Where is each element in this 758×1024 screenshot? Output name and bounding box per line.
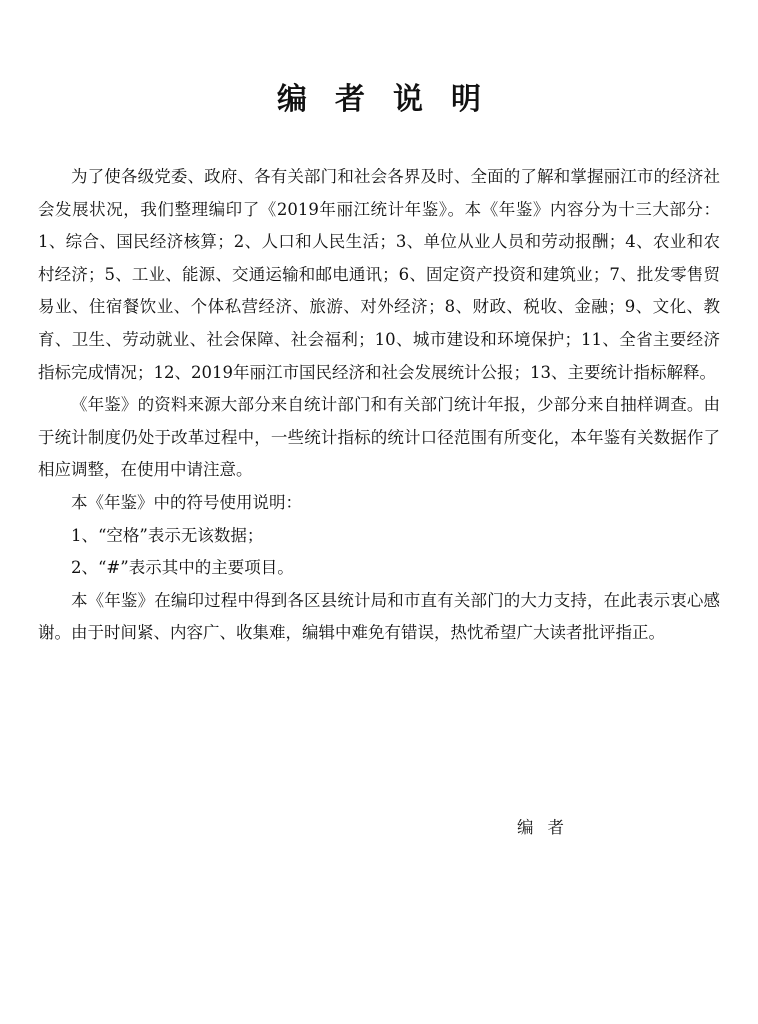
- page-title: 编者说明: [277, 82, 509, 117]
- document-body: [38, 161, 720, 650]
- paragraph-symbols-heading: 本《年鉴》中的符号使用说明：: [71, 492, 302, 512]
- paragraph-symbol-hash: 2、“#”表示其中的主要项目。: [71, 558, 294, 578]
- paragraph-symbol-blank: 1、“空格”表示无该数据；: [71, 525, 264, 545]
- paragraph-data-source: 《年鉴》的资料来源大部分来自统计部门和有关部门统计年报，少部分来自抽样调查。由于统计制度仍处于改革过程中，一些统计指标的统计口径范围有所变化，本年鉴有关数据作了相应调整，在使用中请注意。: [38, 395, 720, 480]
- paragraph-acknowledgement: 本《年鉴》在编印过程中得到各区县统计局和市直有关部门的大力支持，在此表示衷心感谢。由于时间紧、内容广、收集难，编辑中难免有错误，热忱希望广大读者批评指正。: [38, 590, 720, 643]
- editor-signature: 编者: [517, 818, 578, 837]
- paragraph-intro: 为了使各级党委、政府、各有关部门和社会各界及时、全面的了解和掌握丽江市的经济社会发展状况，我们整理编印了《2019年丽江统计年鉴》。本《年鉴》内容分为十三大部分：1、综合、国民经济核算；2、人口和人民生活；3、单位从业人员和劳动报酬；4、农业和农村经济；5、工业、能源、交通运输和邮电通讯；6、固定资产投资和建筑业；7、批发零售贸易业、住宿餐饮业、个体私营经济、旅游、对外经济；8、财政、税收、金融；9、文化、教育、卫生、劳动就业、社会保障、社会福利；10、城市建设和环境保护；11、全省主要经济指标完成情况；12、2019年丽江市国民经济和社会发展统计公报；13、主要统计指标解释。: [38, 167, 720, 382]
